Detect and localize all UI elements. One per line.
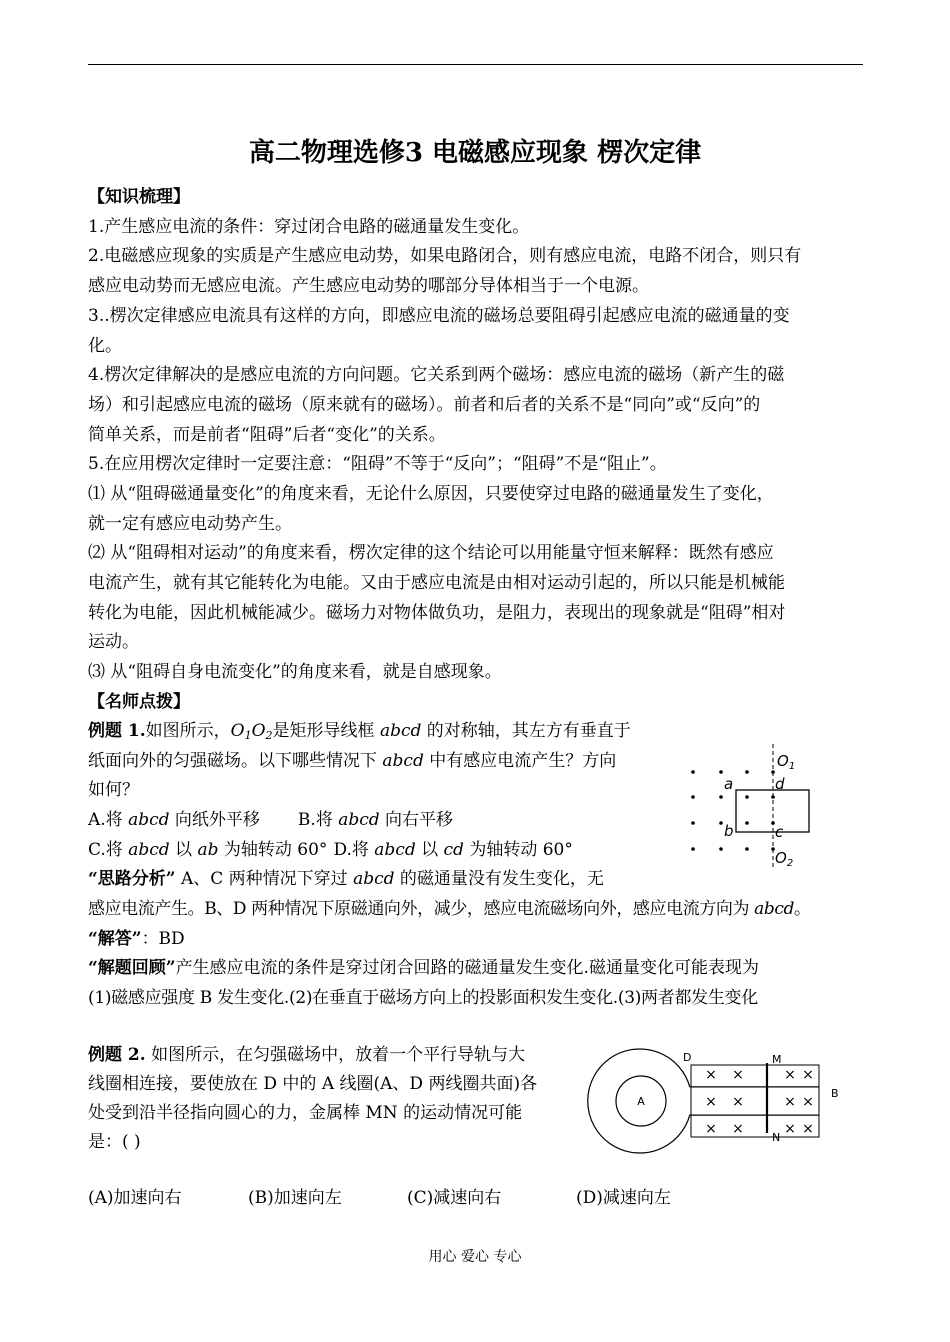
example-1-line-1: 例题 1.如图所示，$O_1O_2$是矩形导线框 abcd 的对称轴，其左方有垂直于 bbox=[88, 721, 631, 742]
example-2-option-a: (A)加速向右 bbox=[88, 1188, 182, 1208]
svg-text:×: × bbox=[784, 1094, 796, 1110]
label-n: N bbox=[772, 1131, 781, 1144]
example-1-line-3: 如何？ bbox=[88, 780, 139, 800]
example-2-option-c: (C)减速向右 bbox=[407, 1188, 502, 1208]
example-1-review-line-1: “解题回顾”产生感应电流的条件是穿过闭合回路的磁通量发生变化.磁通量变化可能表现为 bbox=[88, 958, 759, 978]
label-b: b bbox=[724, 822, 734, 840]
svg-text:×: × bbox=[784, 1067, 796, 1083]
label-o1: $O_1$ bbox=[777, 752, 796, 772]
knowledge-point-2-line-1: 2.电磁感应现象的实质是产生感应电动势，如果电路闭合，则有感应电流，电路不闭合，则只有 bbox=[88, 246, 802, 266]
example-2-line-1: 例题 2. 如图所示，在匀强磁场中，放着一个平行导轨与大 bbox=[88, 1045, 526, 1065]
subpoint-2-line-4: 运动。 bbox=[88, 632, 139, 652]
svg-text:×: × bbox=[802, 1094, 814, 1110]
svg-text:×: × bbox=[705, 1121, 717, 1137]
subpoint-1-line-1: ⑴ 从“阻碍磁通量变化”的角度来看，无论什么原因，只要使穿过电路的磁通量发生了变化， bbox=[88, 484, 774, 504]
option-c: C.将 abcd 以 ab 为轴转动 60° bbox=[88, 840, 328, 860]
label-o2: $O_2$ bbox=[775, 849, 794, 869]
example-1-line-2: 纸面向外的匀强磁场。以下哪些情况下 abcd 中有感应电流产生？方向 bbox=[88, 751, 617, 771]
example-1-analysis-line-1: “思路分析” A、C 两种情况下穿过 abcd 的磁通量没有发生变化，无 bbox=[88, 869, 604, 889]
subpoint-2-line-2: 电流产生，就有其它能转化为电能。又由于感应电流是由相对运动引起的，所以只能是机械能 bbox=[88, 573, 785, 593]
example-2-option-d: (D)减速向左 bbox=[576, 1188, 671, 1208]
knowledge-point-5: 5.在应用楞次定律时一定要注意：“阻碍”不等于“反向”；“阻碍”不是“阻止”。 bbox=[88, 454, 667, 474]
knowledge-point-4-line-3: 简单关系，而是前者“阻碍”后者“变化”的关系。 bbox=[88, 425, 446, 445]
section-heading-knowledge: 【知识梳理】 bbox=[88, 187, 190, 207]
example-1-review-line-2: (1)磁感应强度 B 发生变化.(2)在垂直于磁场方向上的投影面积发生变化.(3)两者都发生变化 bbox=[88, 988, 758, 1008]
example-1-analysis-line-2: 感应电流产生。B、D 两种情况下原磁通向外，减少，感应电流磁场向外，感应电流方向为 abcd。 bbox=[88, 899, 811, 919]
magnetic-field-crosses bbox=[705, 1067, 814, 1137]
example-1-label: 例题 1. bbox=[88, 721, 146, 741]
example-2-line-2: 线圈相连接，要使放在 D 中的 A 线圈(A、D 两线圈共面)各 bbox=[88, 1074, 538, 1094]
subpoint-2-line-3: 转化为电能，因此机械能减少。磁场力对物体做负功，是阻力，表现出的现象就是“阻碍”相对 bbox=[88, 603, 786, 623]
subpoint-1-line-2: 就一定有感应电动势产生。 bbox=[88, 514, 292, 534]
svg-text:×: × bbox=[802, 1067, 814, 1083]
label-field-b: B bbox=[831, 1087, 839, 1100]
knowledge-point-2-line-2: 感应电动势而无感应电流。产生感应电动势的哪部分导体相当于一个电源。 bbox=[88, 276, 649, 296]
page-footer: 用心 爱心 专心 bbox=[428, 1249, 522, 1265]
label-d: d bbox=[775, 775, 785, 793]
example-1-answer: “解答”：BD bbox=[88, 929, 185, 949]
svg-text:×: × bbox=[732, 1121, 744, 1137]
svg-text:×: × bbox=[732, 1067, 744, 1083]
knowledge-point-3-line-2: 化。 bbox=[88, 336, 122, 356]
knowledge-point-1: 1.产生感应电流的条件：穿过闭合电路的磁通量发生变化。 bbox=[88, 217, 530, 237]
example-2-option-b: (B)加速向左 bbox=[248, 1188, 342, 1208]
option-d: D.将 abcd 以 cd 为轴转动 60° bbox=[333, 840, 573, 860]
subpoint-3: ⑶ 从“阻碍自身电流变化”的角度来看，就是自感现象。 bbox=[88, 662, 502, 682]
example-2-label: 例题 2. bbox=[88, 1045, 146, 1065]
knowledge-point-4-line-2: 场）和引起感应电流的磁场（原来就有的磁场）。前者和后者的关系不是“同向”或“反向”的 bbox=[88, 395, 761, 415]
label-c: c bbox=[775, 823, 784, 841]
label-coil-a: A bbox=[637, 1095, 645, 1108]
label-coil-d: D bbox=[683, 1051, 692, 1064]
subpoint-2-line-1: ⑵ 从“阻碍相对运动”的角度来看，楞次定律的这个结论可以用能量守恒来解释：既然有感应 bbox=[88, 543, 774, 563]
svg-text:×: × bbox=[802, 1121, 814, 1137]
label-m: M bbox=[772, 1053, 782, 1066]
svg-text:×: × bbox=[732, 1094, 744, 1110]
page-title: 高二物理选修3 电磁感应现象 楞次定律 bbox=[248, 138, 702, 168]
option-b: B.将 abcd 向右平移 bbox=[297, 810, 454, 830]
label-a: a bbox=[724, 775, 734, 793]
example-2-figure bbox=[595, 1045, 855, 1155]
example-1-figure bbox=[680, 738, 840, 873]
knowledge-point-4-line-1: 4.楞次定律解决的是感应电流的方向问题。它关系到两个磁场：感应电流的磁场（新产生的磁 bbox=[88, 365, 785, 385]
knowledge-point-3-line-1: 3..楞次定律感应电流具有这样的方向，即感应电流的磁场总要阻碍引起感应电流的磁通量的变 bbox=[88, 306, 790, 326]
example-1-options-cd bbox=[88, 838, 573, 862]
svg-text:×: × bbox=[705, 1094, 717, 1110]
example-2-line-4: 是：( ) bbox=[88, 1132, 141, 1152]
svg-text:×: × bbox=[705, 1067, 717, 1083]
option-a: A.将 abcd 向纸外平移 bbox=[88, 810, 260, 830]
header-rule bbox=[88, 64, 863, 65]
example-2-line-3: 处受到沿半径指向圆心的力，金属棒 MN 的运动情况可能 bbox=[88, 1103, 523, 1123]
section-heading-tips: 【名师点拨】 bbox=[88, 692, 190, 712]
svg-text:×: × bbox=[784, 1121, 796, 1137]
example-1-options-ab bbox=[88, 808, 453, 832]
